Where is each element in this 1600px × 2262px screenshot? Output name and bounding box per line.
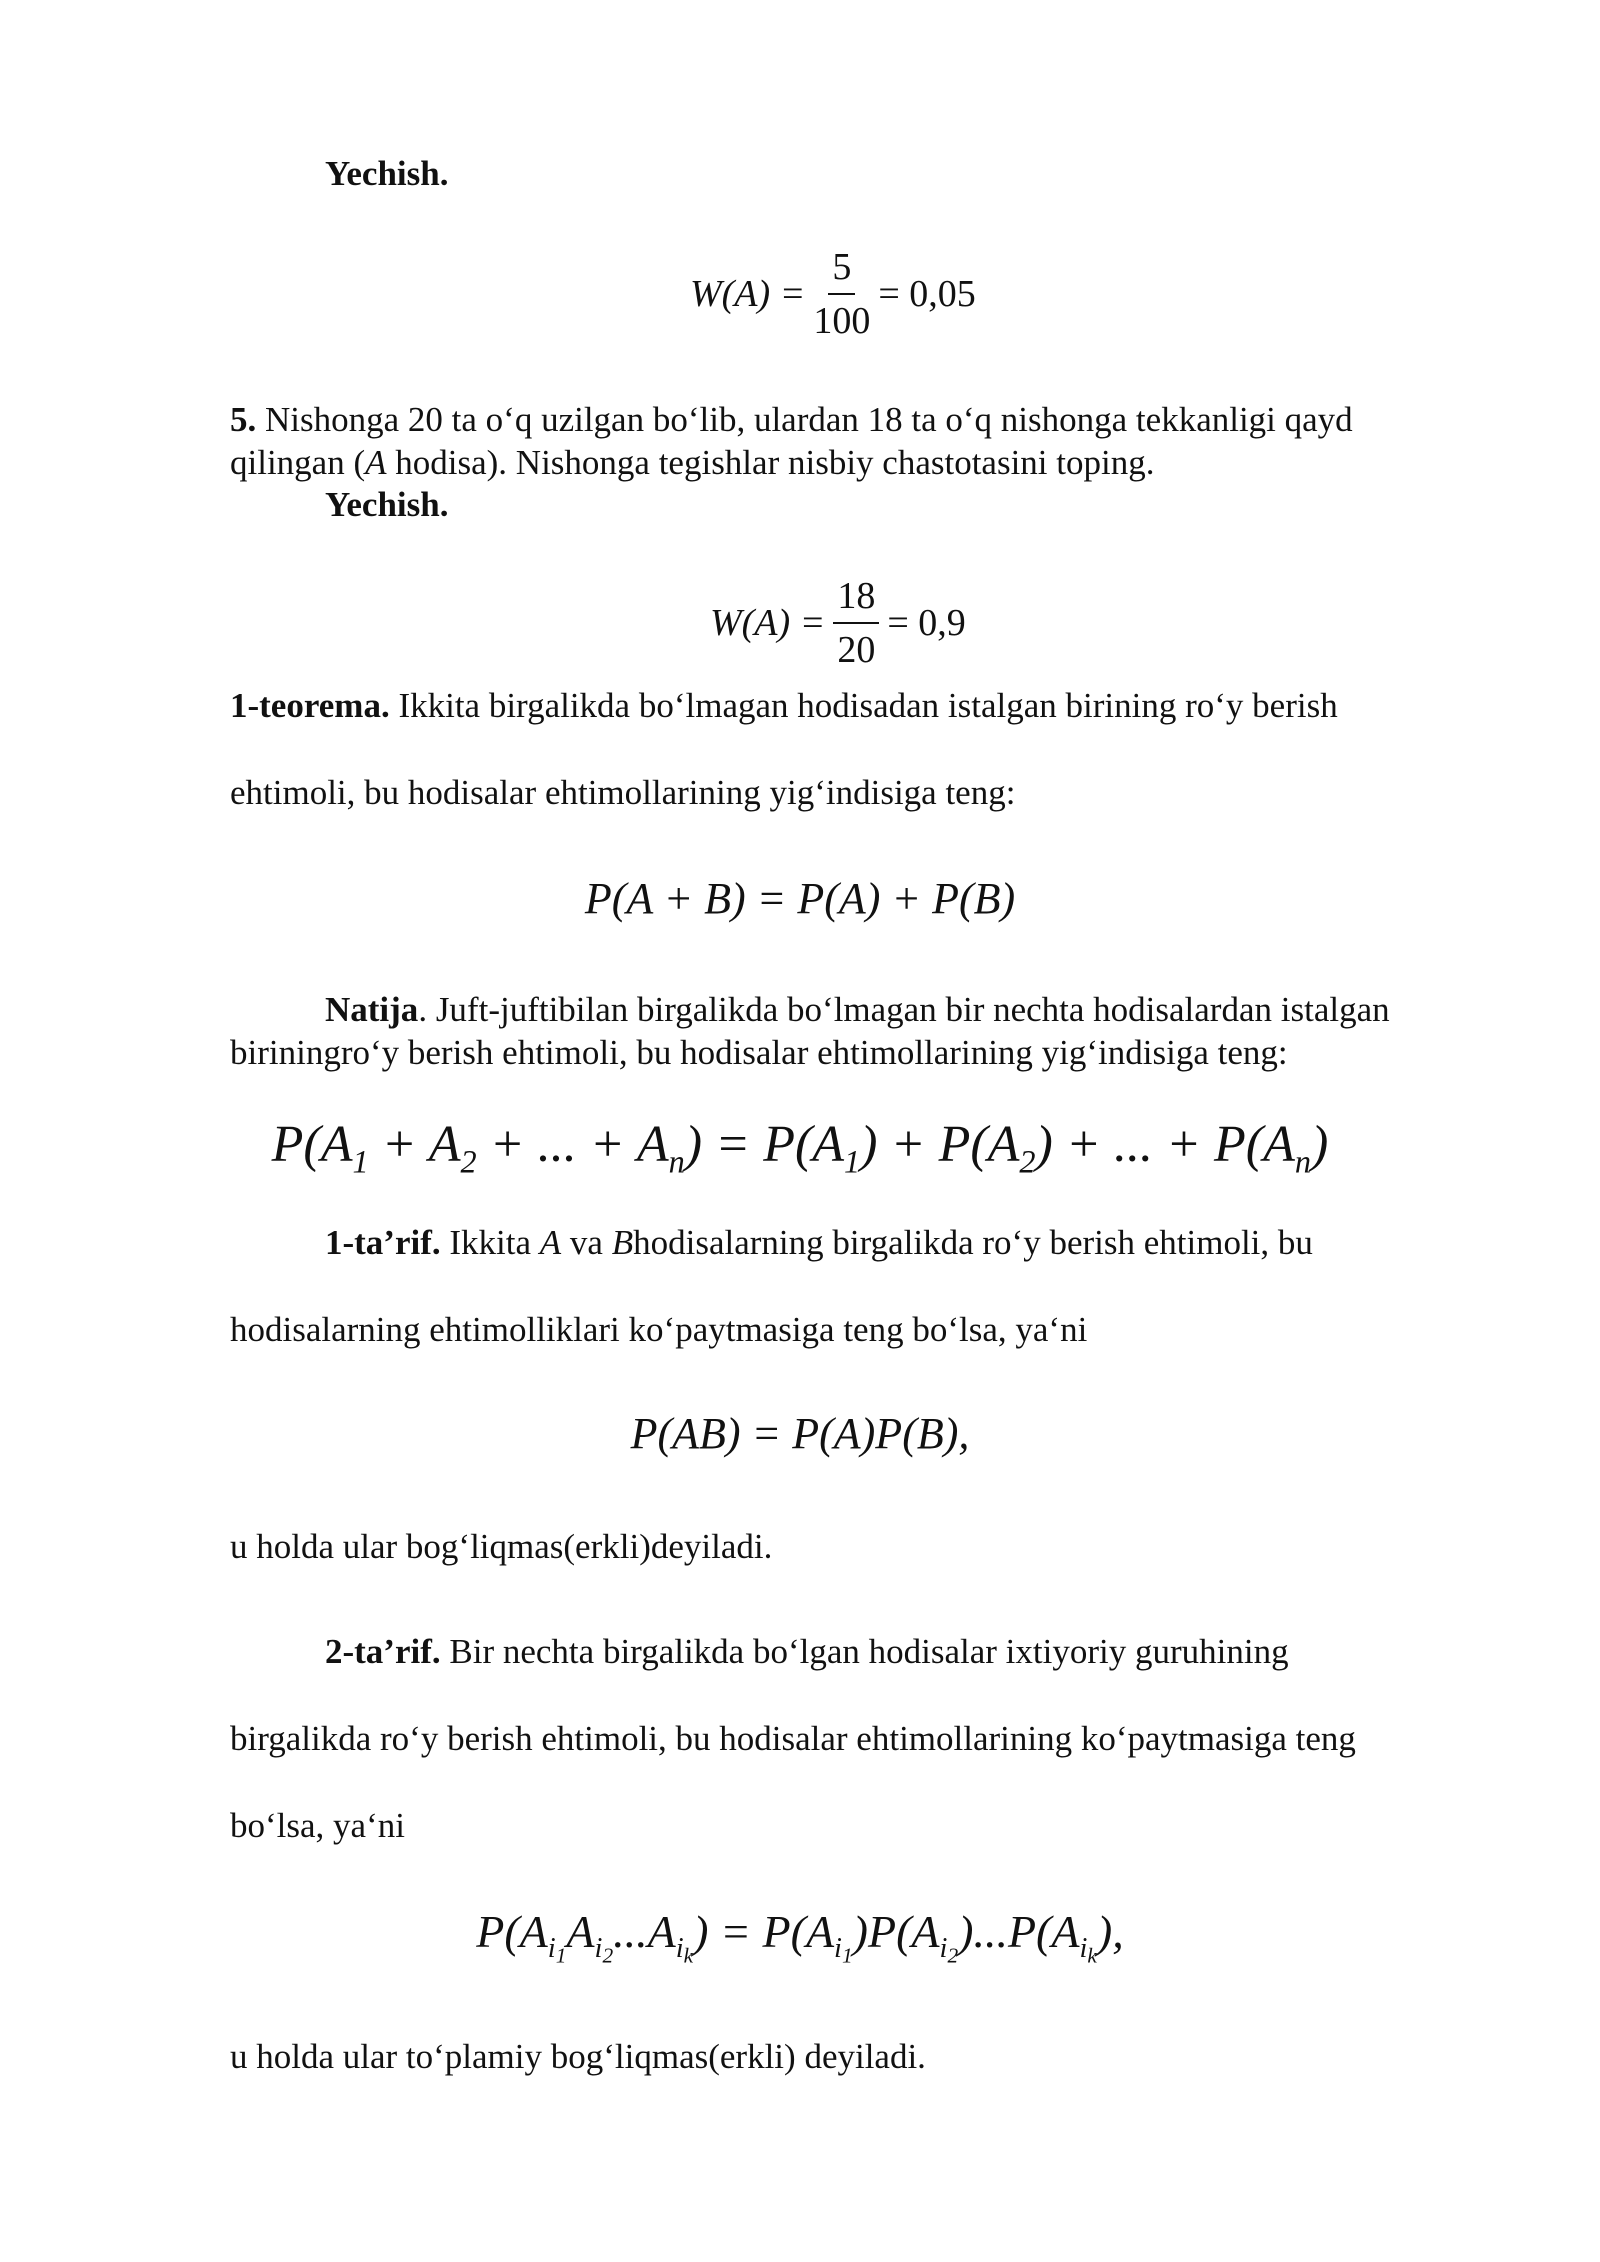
definition-1-conclusion: u holda ular bog‘liqmas(erkli)deyiladi. (230, 1527, 773, 1566)
eq6-part: A (566, 1906, 595, 1957)
eq4-part: ) + ... + P(A (1035, 1116, 1295, 1173)
eq6-part: ), (1096, 1906, 1124, 1957)
eq2-lhs: W(A) = (710, 602, 826, 644)
definition-1-line2: hodisalarning ehtimolliklari ko‘paytmasiga teng bo‘lsa, ya‘ni (230, 1310, 1088, 1349)
eq4-part: ) + P(A (860, 1116, 1020, 1173)
eq6-subsub: 1 (555, 1943, 567, 1968)
problem-5-line2-post: hodisa). Nishonga tegishlar nisbiy chastotasini toping. (386, 443, 1155, 482)
eq6-subsub: 2 (602, 1943, 614, 1968)
eq4-part: + ... + A (476, 1116, 669, 1173)
eq2-rhs: = 0,9 (887, 602, 966, 644)
definition-2-line1: Bir nechta birgalikda bo‘lgan hodisalar ixtiyoriy guruhining (440, 1632, 1289, 1671)
eq2-denominator: 20 (837, 629, 876, 671)
problem-5-line2-pre: qilingan ( (230, 443, 366, 482)
definition-2-line2: birgalikda ro‘y berish ehtimoli, bu hodisalar ehtimollarining ko‘paytmasiga teng (230, 1719, 1356, 1758)
solution-heading-2: Yechish. (325, 485, 449, 524)
equation-independence: P(AB) = P(A)P(B), (630, 1409, 970, 1458)
eq4-sub: n (1294, 1143, 1312, 1180)
corollary-line1: . Juft-juftibilan birgalikda bo‘lmagan bir nechta hodisalardan istalgan (418, 990, 1390, 1029)
eq6-subsub: 1 (841, 1943, 853, 1968)
eq6-part: ...A (613, 1906, 676, 1957)
eq4-sub: n (668, 1143, 685, 1180)
eq6-sub: i (834, 1932, 842, 1964)
eq1-lhs: W(A) = (690, 273, 806, 315)
eq6-part: P(A (476, 1906, 548, 1957)
theorem-1-title: 1-teorema. (230, 686, 390, 725)
definition-1-var-b: B (611, 1223, 634, 1262)
eq4-sub: 1 (844, 1143, 861, 1180)
problem-5 (230, 398, 1485, 441)
problem-5-line1: Nishonga 20 ta o‘q uzilgan bo‘lib, ulardan 18 ta o‘q nishonga tekkanligi qayd (265, 400, 1353, 439)
eq2-numerator: 18 (833, 574, 879, 624)
eq4-sub: 1 (352, 1143, 369, 1180)
equation-general-addition (0, 1115, 1600, 1180)
equation-relative-frequency-1 (690, 245, 976, 343)
eq1-numerator: 5 (828, 245, 855, 295)
equation-mutual-independence (0, 1905, 1600, 1968)
eq1-rhs: = 0,05 (878, 273, 976, 315)
definition-1-text: Ikkita (440, 1223, 540, 1262)
eq6-subsub: k (683, 1943, 694, 1968)
solution-heading-1: Yechish. (325, 154, 449, 193)
corollary (325, 988, 1390, 1031)
definition-2-line3: bo‘lsa, ya‘ni (230, 1806, 405, 1845)
definition-1-title: 1-ta’rif. (325, 1223, 441, 1262)
eq4-part: P(A (271, 1116, 353, 1173)
equation-relative-frequency-2 (710, 574, 966, 672)
definition-1-var-a: A (539, 1223, 562, 1262)
eq4-part: + A (368, 1116, 461, 1173)
definition-2-title: 2-ta’rif. (325, 1632, 441, 1671)
eq1-fraction (813, 245, 870, 343)
definition-1 (325, 1221, 1313, 1264)
definition-2-conclusion: u holda ular to‘plamiy bog‘liqmas(erkli) deyiladi. (230, 2037, 926, 2076)
eq6-part: )...P(A (958, 1906, 1080, 1957)
definition-1-text: hodisalarning birgalikda ro‘y berish ehtimoli, bu (633, 1223, 1313, 1262)
definition-1-text: va (561, 1223, 612, 1262)
eq4-sub: 2 (460, 1143, 477, 1180)
eq4-part: ) (1311, 1116, 1329, 1173)
problem-5-number: 5. (230, 400, 257, 439)
eq1-denominator: 100 (813, 300, 871, 342)
definition-2 (325, 1630, 1289, 1673)
problem-5-event-var: A (365, 443, 387, 482)
theorem-1-line2: ehtimoli, bu hodisalar ehtimollarining yig‘indisiga teng: (230, 773, 1016, 812)
eq4-sub: 2 (1019, 1143, 1036, 1180)
theorem-1-line1: Ikkita birgalikda bo‘lmagan hodisadan istalgan birining ro‘y berish (389, 686, 1338, 725)
corollary-line2: biriningro‘y berish ehtimoli, bu hodisalar ehtimollarining yig‘indisiga teng: (230, 1033, 1288, 1072)
eq4-part: ) = P(A (684, 1116, 845, 1173)
eq6-sub: i (594, 1932, 603, 1964)
equation-addition-rule: P(A + B) = P(A) + P(B) (584, 874, 1016, 923)
eq6-sub: i (939, 1932, 948, 1964)
problem-5-line2 (230, 441, 1154, 484)
eq6-sub: i (1079, 1932, 1088, 1964)
eq6-sub: i (675, 1932, 684, 1964)
eq6-subsub: k (1087, 1943, 1097, 1968)
eq6-sub: i (547, 1932, 556, 1964)
eq2-fraction (833, 574, 879, 672)
eq6-part: ) = P(A (693, 1906, 835, 1957)
corollary-title: Natija (325, 990, 419, 1029)
eq6-subsub: 2 (947, 1943, 959, 1968)
eq6-part: )P(A (852, 1906, 940, 1957)
theorem-1 (230, 684, 1338, 727)
